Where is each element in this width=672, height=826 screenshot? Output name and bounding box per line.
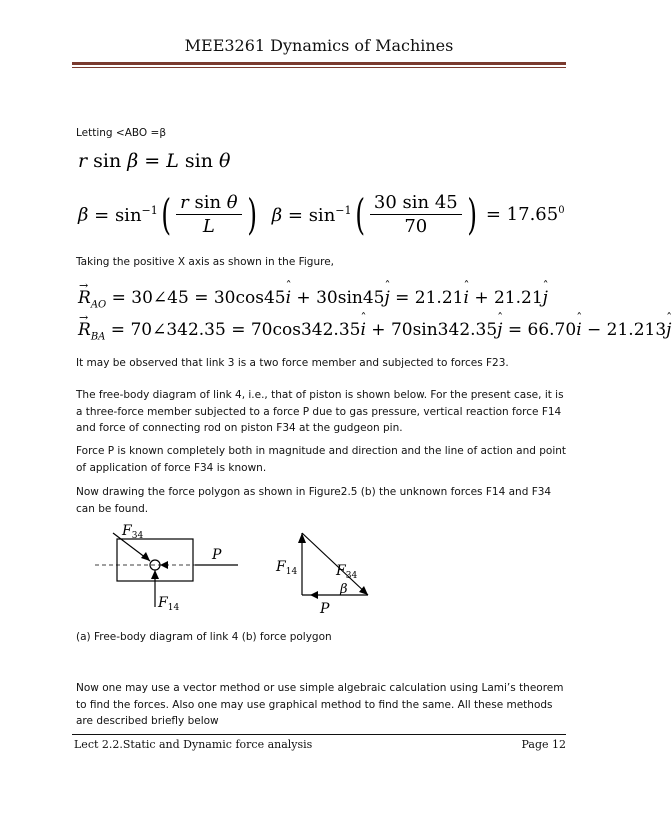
footer-rule <box>72 734 566 735</box>
label-f34-b: $F_{34}$ <box>336 563 358 581</box>
page-header-title: MEE3261 Dynamics of Machines <box>184 36 454 55</box>
polygon-text: Now drawing the force polygon as shown in Figure2.5 (b) the unknown forces F14 and F34 can be found. <box>76 486 552 515</box>
rba-rhs: = 70∠342.35 = 70cos342.35 <box>110 320 361 340</box>
force-diagram <box>0 515 638 625</box>
force-p-text: Force P is known completely both in magnitude and direction and the line of action and point of application of force F34 is known. <box>76 445 567 474</box>
freebody-text: The free-body diagram of link 4, i.e., that of piston is shown below. For the present case, it is a three-force member subjected to a force P due to gas pressure, vertical reaction force F14 and force of connecting rod on piston F34 at the gudgeon pin. <box>76 389 564 434</box>
label-f14-b: $F_{14}$ <box>276 559 298 577</box>
label-p-a: P <box>212 547 222 563</box>
label-p-b: P <box>320 601 330 617</box>
rao-val2: + 21.21 <box>468 288 543 308</box>
page-footer <box>74 738 566 751</box>
equation-sine-rule: r sin β = L sin θ <box>78 150 231 172</box>
poly-f34-line <box>302 533 368 595</box>
equation-beta: $\beta = \sin^{-1}$( $\frac{\text{r sin θ}}{L}$ ) $\beta = \sin^{-1}$( $\frac{30 \sin 45}{70}$ ) = $17.65^0$ <box>78 189 565 239</box>
poly-f14-arrowhead <box>298 533 306 543</box>
rba-mid: + 70sin342.35 <box>365 320 498 340</box>
label-f34-a: $F_{34}$ <box>122 523 144 541</box>
rao-rhs: = 30∠45 = 30cos45 <box>111 288 286 308</box>
rao-val: = 21.21 <box>389 288 464 308</box>
rao-mid: + 30sin45 <box>291 288 385 308</box>
f14-arrowhead <box>151 570 159 579</box>
sin45-numerator: 30 sin 45 <box>370 192 462 215</box>
footer-left: Lect 2.2.Static and Dynamic force analysis <box>74 738 313 751</box>
beta-exponent: 0 <box>558 205 565 216</box>
letting-text: Letting <ABO =β <box>76 127 167 139</box>
footer-page-number: Page 12 <box>521 738 566 751</box>
rba-val2: − 21.213 <box>581 320 667 340</box>
vector-text: Now one may use a vector method or use simple algebraic calculation using Lami’s theorem to find the forces. Also one may use graphical method to find the same. All these methods are described briefly below <box>76 682 564 727</box>
taking-text: Taking the positive X axis as shown in the Figure, <box>76 256 335 268</box>
equation-rba: → $R_{BA}$ = 70∠342.35 = 70cos342.35ˆ i + 70sin342.35ˆ j = 66.70ˆ i − 21.213ˆ j <box>78 320 671 342</box>
denominator-70: 70 <box>404 216 428 237</box>
header-rule-thin <box>72 67 566 68</box>
figure-caption: (a) Free-body diagram of link 4 (b) force polygon <box>76 631 332 643</box>
beta-value: 17.65 <box>506 204 559 225</box>
label-f14-a: $F_{14}$ <box>158 595 180 613</box>
p-arrowhead <box>160 561 168 569</box>
rba-val: = 66.70 <box>502 320 577 340</box>
observed-text: It may be observed that link 3 is a two force member and subjected to forces F23. <box>76 357 509 369</box>
f34-arrowhead <box>141 552 150 561</box>
label-beta: β <box>340 582 348 597</box>
header-rule-thick <box>72 62 566 65</box>
equation-rao: → $R_{AO}$ = 30∠45 = 30cos45ˆ i + 30sin45ˆ j = 21.21ˆ i + 21.21ˆ j <box>78 288 548 310</box>
poly-p-arrowhead <box>310 591 318 599</box>
